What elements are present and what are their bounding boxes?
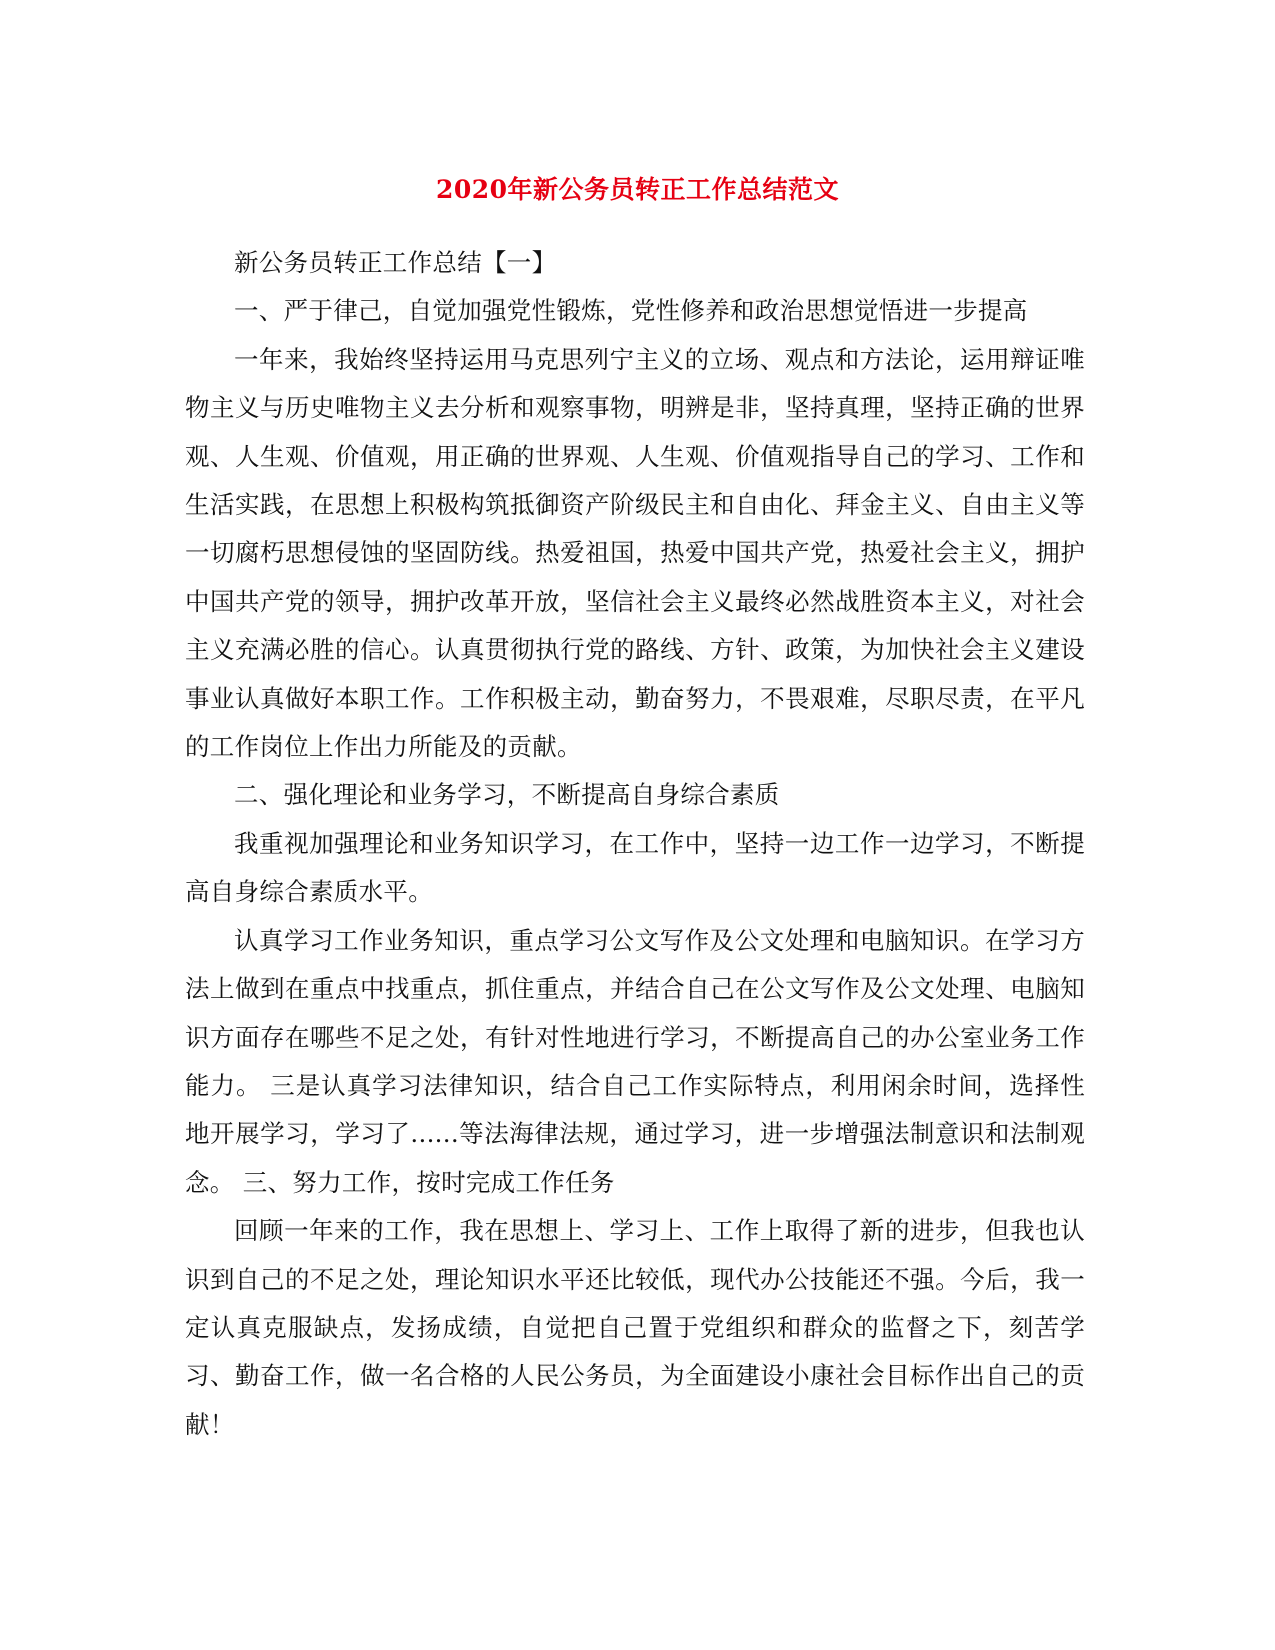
subheading-self-discipline: 一、严于律己，自觉加强党性锻炼，党性修养和政治思想觉悟进一步提高: [234, 296, 1028, 326]
paragraph-theory-study: 我重视加强理论和业务知识学习，在工作中，坚持一边工作一边学习，不断提高自身综合素质水平。: [185, 828, 1085, 907]
paragraph-review: 回顾一年来的工作，我在思想上、学习上、工作上取得了新的进步，但我也认识到自己的不足之处，理论知识水平还比较低，现代办公技能还不强。今后，我一定认真克服缺点，发扬成绩，自觉把自己置于党组织和群众的监督之下，刻苦学习、勤奋工作，做一名合格的人民公务员，为全面建设小康社会目标作出自己的贡献！: [185, 1216, 1085, 1439]
document-body: [185, 239, 1085, 1449]
paragraph-business-study: 认真学习工作业务知识，重点学习公文写作及公文处理和电脑知识。在学习方法上做到在重点中找重点，抓住重点，并结合自己在公文写作及公文处理、电脑知识方面存在哪些不足之处，有针对性地进行学习，不断提高自己的办公室业务工作能力。 三是认真学习法律知识，结合自己工作实际特点，利用闲余时间，选择性地开展学习，学习了......等法海律法规，通过学习，进一步增强法制意识和法制观念。 三、努力工作，按时完成工作任务: [185, 925, 1085, 1197]
paragraph-political-thought: 一年来，我始终坚持运用马克思列宁主义的立场、观点和方法论，运用辩证唯物主义与历史唯物主义去分析和观察事物，明辨是非，坚持真理，坚持正确的世界观、人生观、价值观，用正确的世界观、人生观、价值观指导自己的学习、工作和生活实践，在思想上积极构筑抵御资产阶级民主和自由化、拜金主义、自由主义等一切腐朽思想侵蚀的坚固防线。热爱祖国，热爱中国共产党，热爱社会主义，拥护中国共产党的领导，拥护改革开放，坚信社会主义最终必然战胜资本主义，对社会主义充满必胜的信心。认真贯彻执行党的路线、方针、政策，为加快社会主义建设事业认真做好本职工作。工作积极主动，勤奋努力，不畏艰难，尽职尽责，在平凡的工作岗位上作出力所能及的贡献。: [185, 344, 1085, 762]
document-title: 2020年新公务员转正工作总结范文: [435, 175, 840, 204]
subheading-study: 二、强化理论和业务学习，不断提高自身综合素质: [234, 780, 780, 810]
section-heading-part-one: 新公务员转正工作总结【一】: [234, 248, 557, 277]
